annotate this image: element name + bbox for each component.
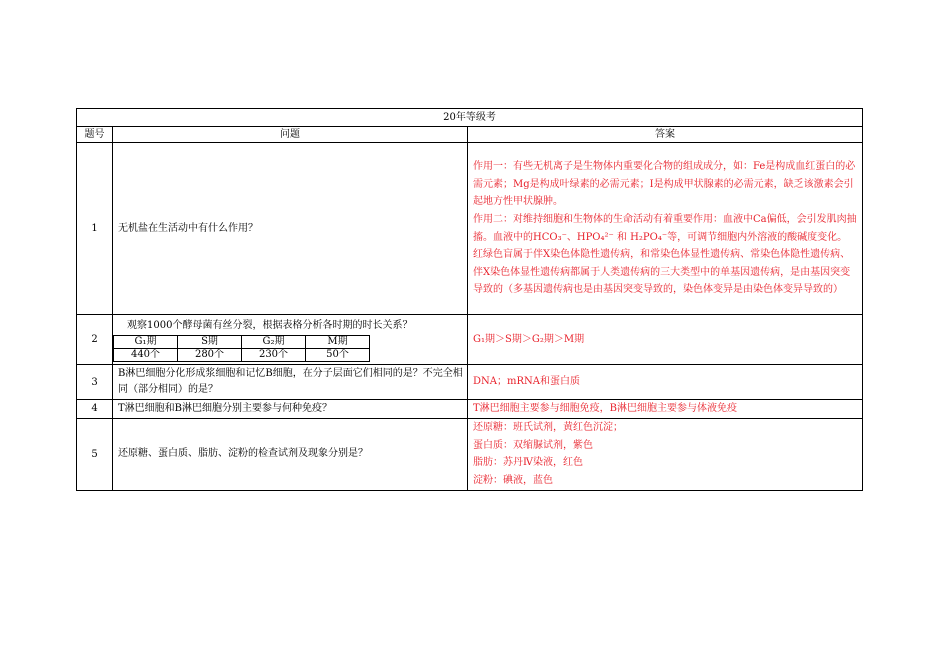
question-cell: 还原糖、蛋白质、脂肪、淀粉的检查试剂及现象分别是？: [113, 418, 468, 490]
answer-text: 作用二：对维持细胞和生物体的生命活动有着重要作用：血液中Ca偏低，会引发肌肉抽搐。血液中的: [473, 213, 857, 243]
table-row: [77, 365, 863, 400]
phase-g1: G₁期: [114, 336, 178, 349]
header-answer: 答案: [468, 127, 863, 143]
count-m: 50个: [306, 349, 370, 362]
question-cell: [113, 315, 468, 365]
question-cell: B淋巴细胞分化形成浆细胞和记忆B细胞，在分子层面它们相同的是？不完全相同（部分相同）的是？: [113, 365, 468, 400]
table-title: 20年等级考: [77, 109, 863, 127]
question-text: 观察1000个酵母菌有丝分裂，根据表格分析各时期的时长关系？: [127, 320, 413, 331]
answer-line: [473, 211, 859, 246]
row-num: 5: [77, 418, 113, 490]
count-g2: 230个: [242, 349, 306, 362]
answer-line: 还原糖：班氏试剂，黄红色沉淀；: [473, 421, 623, 433]
table-row: [77, 418, 863, 490]
row-num: 3: [77, 365, 113, 400]
answer-line: 红绿色盲属于伴X染色体隐性遗传病，和常染色体显性遗传病、常染色体隐性遗传病、伴X染色体显性遗传病都属于人类遗传病的三大类型中的单基因遗传病，是由基因突变导致的（多基因遗传病也是由基因突变导致的，染色体变异是由染色体变异导致的）: [473, 249, 851, 296]
question-cell: 无机盐在生活动中有什么作用？: [113, 143, 468, 315]
header-row: [77, 127, 863, 143]
document-sheet: [76, 108, 862, 491]
phase-g2: G₂期: [242, 336, 306, 349]
answer-cell: [468, 418, 863, 490]
answer-cell: G₁期＞S期＞G₂期＞M期: [468, 315, 863, 365]
table-row: [77, 315, 863, 365]
answer-line: 脂肪：苏丹Ⅳ染液，红色: [473, 457, 583, 469]
answer-line: 作用一：有些无机离子是生物体内重要化合物的组成成分，如：Fe是构成血红蛋白的必需元素；Mg是构成叶绿素的必需元素；I是构成甲状腺素的必需元素，缺乏该激素会引起地方性甲状腺肿。: [473, 161, 856, 208]
answer-cell: [468, 143, 863, 315]
row-num: 4: [77, 400, 113, 419]
phase-m: M期: [306, 336, 370, 349]
chem-and: 和: [613, 231, 631, 243]
chem-tail: 等，可调节细胞内外溶液的酸碱度变化。: [667, 231, 848, 243]
answer-cell: DNA；mRNA和蛋白质: [468, 365, 863, 400]
table-row: [77, 400, 863, 419]
answer-cell: T淋巴细胞主要参与细胞免疫，B淋巴细胞主要参与体液免疫: [468, 400, 863, 419]
header-num: 题号: [77, 127, 113, 143]
chem-sep: 、: [566, 231, 577, 243]
chem-h2po4: H₂PO₄⁻: [630, 231, 668, 243]
answer-line: 蛋白质：双缩脲试剂，紫色: [473, 439, 593, 451]
phase-count-row: [114, 349, 370, 362]
phase-s: S期: [178, 336, 242, 349]
phase-table: [113, 335, 370, 362]
answer-line: 淀粉：碘液，蓝色: [473, 474, 553, 486]
count-s: 280个: [178, 349, 242, 362]
chem-hco3: HCO₃⁻: [533, 231, 567, 243]
count-g1: 440个: [114, 349, 178, 362]
row-num: 2: [77, 315, 113, 365]
chem-hpo4: HPO₄²⁻: [576, 231, 614, 243]
title-row: [77, 109, 863, 127]
header-question: 问题: [113, 127, 468, 143]
phase-header-row: [114, 336, 370, 349]
row-num: 1: [77, 143, 113, 315]
question-cell: T淋巴细胞和B淋巴细胞分别主要参与何种免疫？: [113, 400, 468, 419]
exam-table: [76, 108, 863, 491]
table-row: [77, 143, 863, 315]
